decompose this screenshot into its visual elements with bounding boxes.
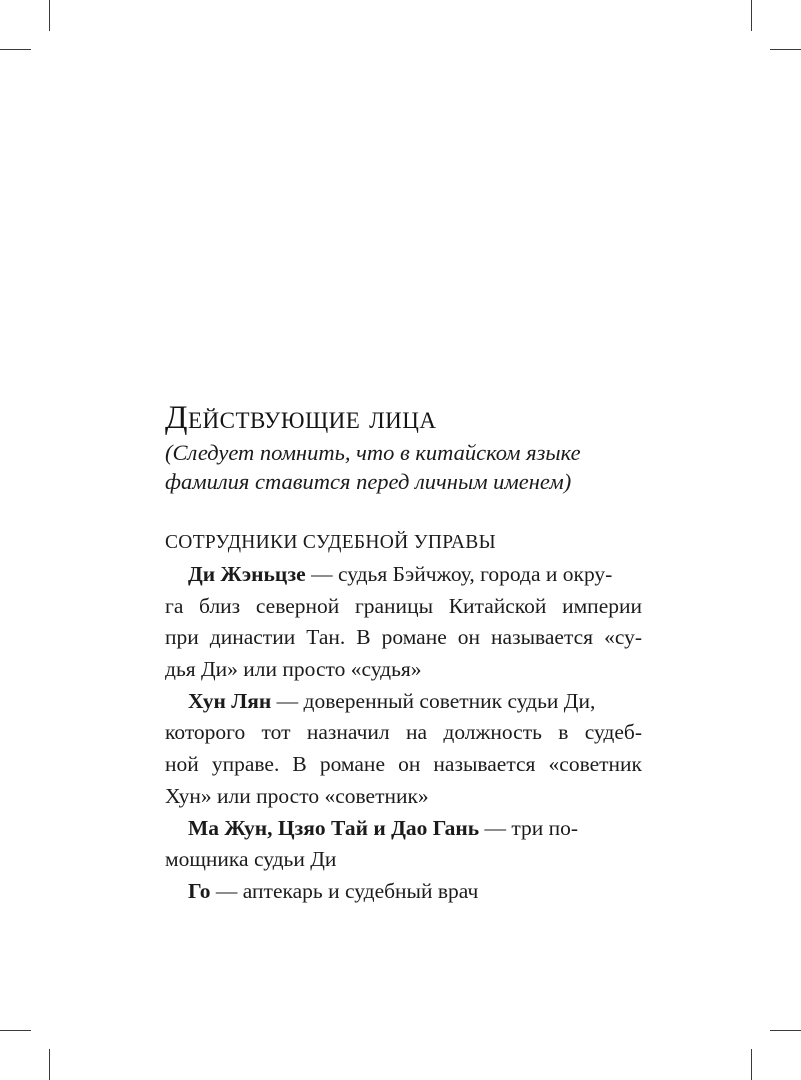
- entry-line: [165, 876, 642, 908]
- page-title: Действующие лица: [165, 400, 437, 436]
- character-name: Ди Жэньцзе: [188, 562, 306, 586]
- character-name: Ма Жун, Цзяо Тай и Дао Гань: [188, 815, 480, 840]
- crop-mark-bottom-left-horizontal: [0, 1030, 31, 1031]
- entry-line: га близ северной границы Китайской империи: [165, 593, 642, 618]
- section-heading: СОТРУДНИКИ СУДЕБНОЙ УПРАВЫ: [165, 532, 496, 553]
- entry-line: дья Ди» или просто «судья»: [165, 657, 422, 682]
- crop-mark-top-right-horizontal: [770, 49, 801, 50]
- entry-line: ной управе. В романе он называется «советник: [165, 752, 642, 777]
- entry-line: [165, 686, 642, 718]
- entry-text: — судья Бэйчжоу, города и окру-: [305, 562, 613, 586]
- entry-line: при династии Тан. В романе он называется «су-: [165, 625, 642, 650]
- character-entry: [165, 686, 642, 813]
- entry-line: которого тот назначил на должность в судеб-: [165, 720, 642, 745]
- character-entry: [165, 559, 642, 686]
- book-page: [165, 398, 642, 908]
- crop-mark-top-left-vertical: [49, 0, 50, 31]
- entry-text: — аптекарь и судебный врач: [210, 878, 479, 903]
- crop-mark-bottom-left-vertical: [49, 1049, 50, 1080]
- entry-text: — три по-: [479, 815, 579, 840]
- character-entry: [165, 876, 642, 908]
- subtitle-line: (Следует помнить, что в китайском языке: [165, 440, 581, 465]
- crop-mark-top-left-horizontal: [0, 49, 31, 50]
- character-entry: [165, 813, 642, 876]
- character-name: Хун Лян: [188, 688, 272, 713]
- crop-mark-bottom-right-vertical: [751, 1049, 752, 1080]
- character-name: Го: [188, 878, 211, 903]
- entry-line: [165, 559, 642, 591]
- crop-mark-top-right-vertical: [751, 0, 752, 31]
- crop-mark-bottom-right-horizontal: [770, 1030, 801, 1031]
- entry-line: [165, 813, 642, 845]
- entry-text: — доверенный советник судьи Ди,: [271, 688, 596, 713]
- subtitle-line: фамилия ставится перед личным именем): [165, 469, 572, 494]
- entry-line: мощника судьи Ди: [165, 847, 337, 872]
- entry-line: Хун» или просто «советник»: [165, 783, 429, 808]
